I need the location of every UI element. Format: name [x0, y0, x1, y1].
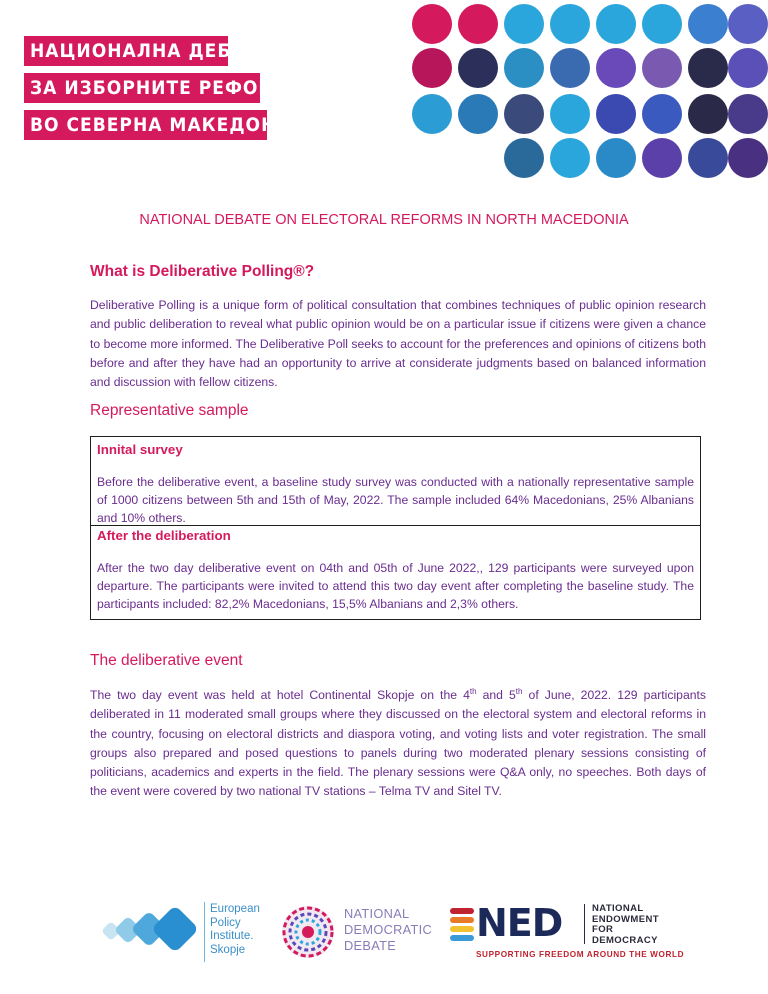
ordinal-suffix: th: [469, 686, 477, 696]
photo-circle: [412, 48, 452, 88]
epi-line: Skopje: [210, 943, 246, 956]
epi-line: Policy: [210, 916, 241, 929]
document-title: NATIONAL DEBATE ON ELECTORAL REFORMS IN NORTH MACEDONIA: [139, 212, 629, 228]
epi-line: European: [210, 903, 260, 915]
photo-circle: [642, 94, 682, 134]
ned-name: [592, 904, 659, 946]
table-divider: [91, 525, 700, 526]
nd-text: [344, 906, 432, 954]
nd-line: DEBATE: [344, 938, 397, 953]
sample-heading: Representative sample: [90, 402, 249, 419]
ned-logo: [448, 900, 685, 970]
event-text-part: and 5: [476, 688, 516, 702]
photo-circle: [412, 4, 452, 44]
photo-circle: [504, 48, 544, 88]
after-deliberation-text: After the two day deliberative event on 04th and 05th of June 2022,, 129 participants were surveyed upon departure. The participants were invited to attend this two day event after completing the baseline study. The participants included: 82,2% Macedonians, 15,5% Albanians and 2,3% others.: [97, 561, 694, 611]
after-deliberation-heading: After the deliberation: [97, 528, 231, 543]
banner-line-3: ВО СЕВЕРНА МАКЕДОНИЈА: [24, 110, 267, 140]
initial-survey-text: Before the deliberative event, a baseline study survey was conducted with a nationally representative sample of 1000 citizens between 5th and 15th of May, 2022. The sample included 64% Macedonians, 25% Albanians and 10% others.: [97, 475, 694, 525]
event-text-part: The two day event was held at hotel Continental Skopje on the 4: [90, 688, 470, 702]
photo-circle: [550, 48, 590, 88]
photo-circle: [412, 94, 452, 134]
nd-line: NATIONAL: [344, 906, 410, 921]
event-heading: The deliberative event: [90, 652, 243, 669]
photo-circle: [642, 138, 682, 178]
what-is-paragraph: Deliberative Polling is a unique form of political consultation that combines techniques of public opinion research and public deliberation to reveal what public opinion would be on a particular issue if citizens were given a chance to become more informed. The Deliberative Poll seeks to account for the preferences and opinions of citizens both before and after they have had an opportunity to arrive at considerate judgments based on balanced information and discussion with fellow citizens.: [90, 298, 706, 390]
banner-line-1: НАЦИОНАЛНА ДЕБАТА: [24, 36, 228, 66]
sample-table: [90, 436, 701, 620]
photo-circle: [550, 94, 590, 134]
ned-line: NATIONAL: [592, 903, 644, 914]
photo-circle: [728, 48, 768, 88]
photo-circle: [688, 4, 728, 44]
photo-circle: [642, 4, 682, 44]
banner-line-2: ЗА ИЗБОРНИТЕ РЕФОРМИ: [24, 73, 260, 103]
photo-circle: [596, 4, 636, 44]
nd-logo: [280, 900, 440, 970]
epi-line: Institute.: [210, 930, 254, 942]
photo-circle: [458, 4, 498, 44]
ordinal-suffix: th: [515, 686, 523, 696]
photo-circle: [458, 48, 498, 88]
ned-wordmark: NED: [476, 901, 563, 945]
photo-circle: [596, 94, 636, 134]
ned-tagline: SUPPORTING FREEDOM AROUND THE WORLD: [476, 950, 685, 959]
epi-separator: [204, 902, 205, 962]
nd-line: DEMOCRATIC: [344, 922, 433, 937]
photo-circle: [642, 48, 682, 88]
epi-logo-mark: [98, 904, 202, 960]
photo-circle: [596, 48, 636, 88]
photo-circle: [688, 94, 728, 134]
ned-stripes-mark: [448, 906, 476, 946]
ned-line: FOR: [592, 924, 614, 935]
photo-circle: [688, 48, 728, 88]
photo-circle: [728, 138, 768, 178]
photo-circle: [728, 4, 768, 44]
photo-circle: [550, 138, 590, 178]
photo-circle: [458, 94, 498, 134]
photo-circle: [688, 138, 728, 178]
epi-text: [210, 903, 260, 957]
photo-circle: [504, 94, 544, 134]
ned-line: DEMOCRACY: [592, 934, 658, 946]
nd-logo-mark: [280, 904, 336, 960]
photo-circle: [728, 94, 768, 134]
initial-survey-heading: Innital survey: [97, 442, 183, 457]
ned-line: ENDOWMENT: [592, 913, 659, 925]
photo-circle-grid: [408, 4, 768, 184]
photo-circle: [504, 138, 544, 178]
what-is-heading: What is Deliberative Polling®?: [90, 263, 315, 280]
event-text-part: of June, 2022. 129 participants deliberated in 11 moderated small groups where they discussed on the electoral system and electoral reforms in the country, focusing on electoral districts and diaspora voting, and voting lists and voter registration. The small groups also prepared and posed questions to panels during two moderated plenary sessions consisting of politicians, academics and experts in the field. The plenary sessions were Q&A only, no speeches. Both days of the event were covered by two national TV stations – Telma TV and Sitel TV.: [90, 688, 706, 799]
event-paragraph: [90, 686, 706, 802]
photo-circle: [504, 4, 544, 44]
photo-circle: [550, 4, 590, 44]
photo-circle: [596, 138, 636, 178]
ned-separator: [584, 904, 585, 944]
epi-logo: [98, 900, 278, 970]
